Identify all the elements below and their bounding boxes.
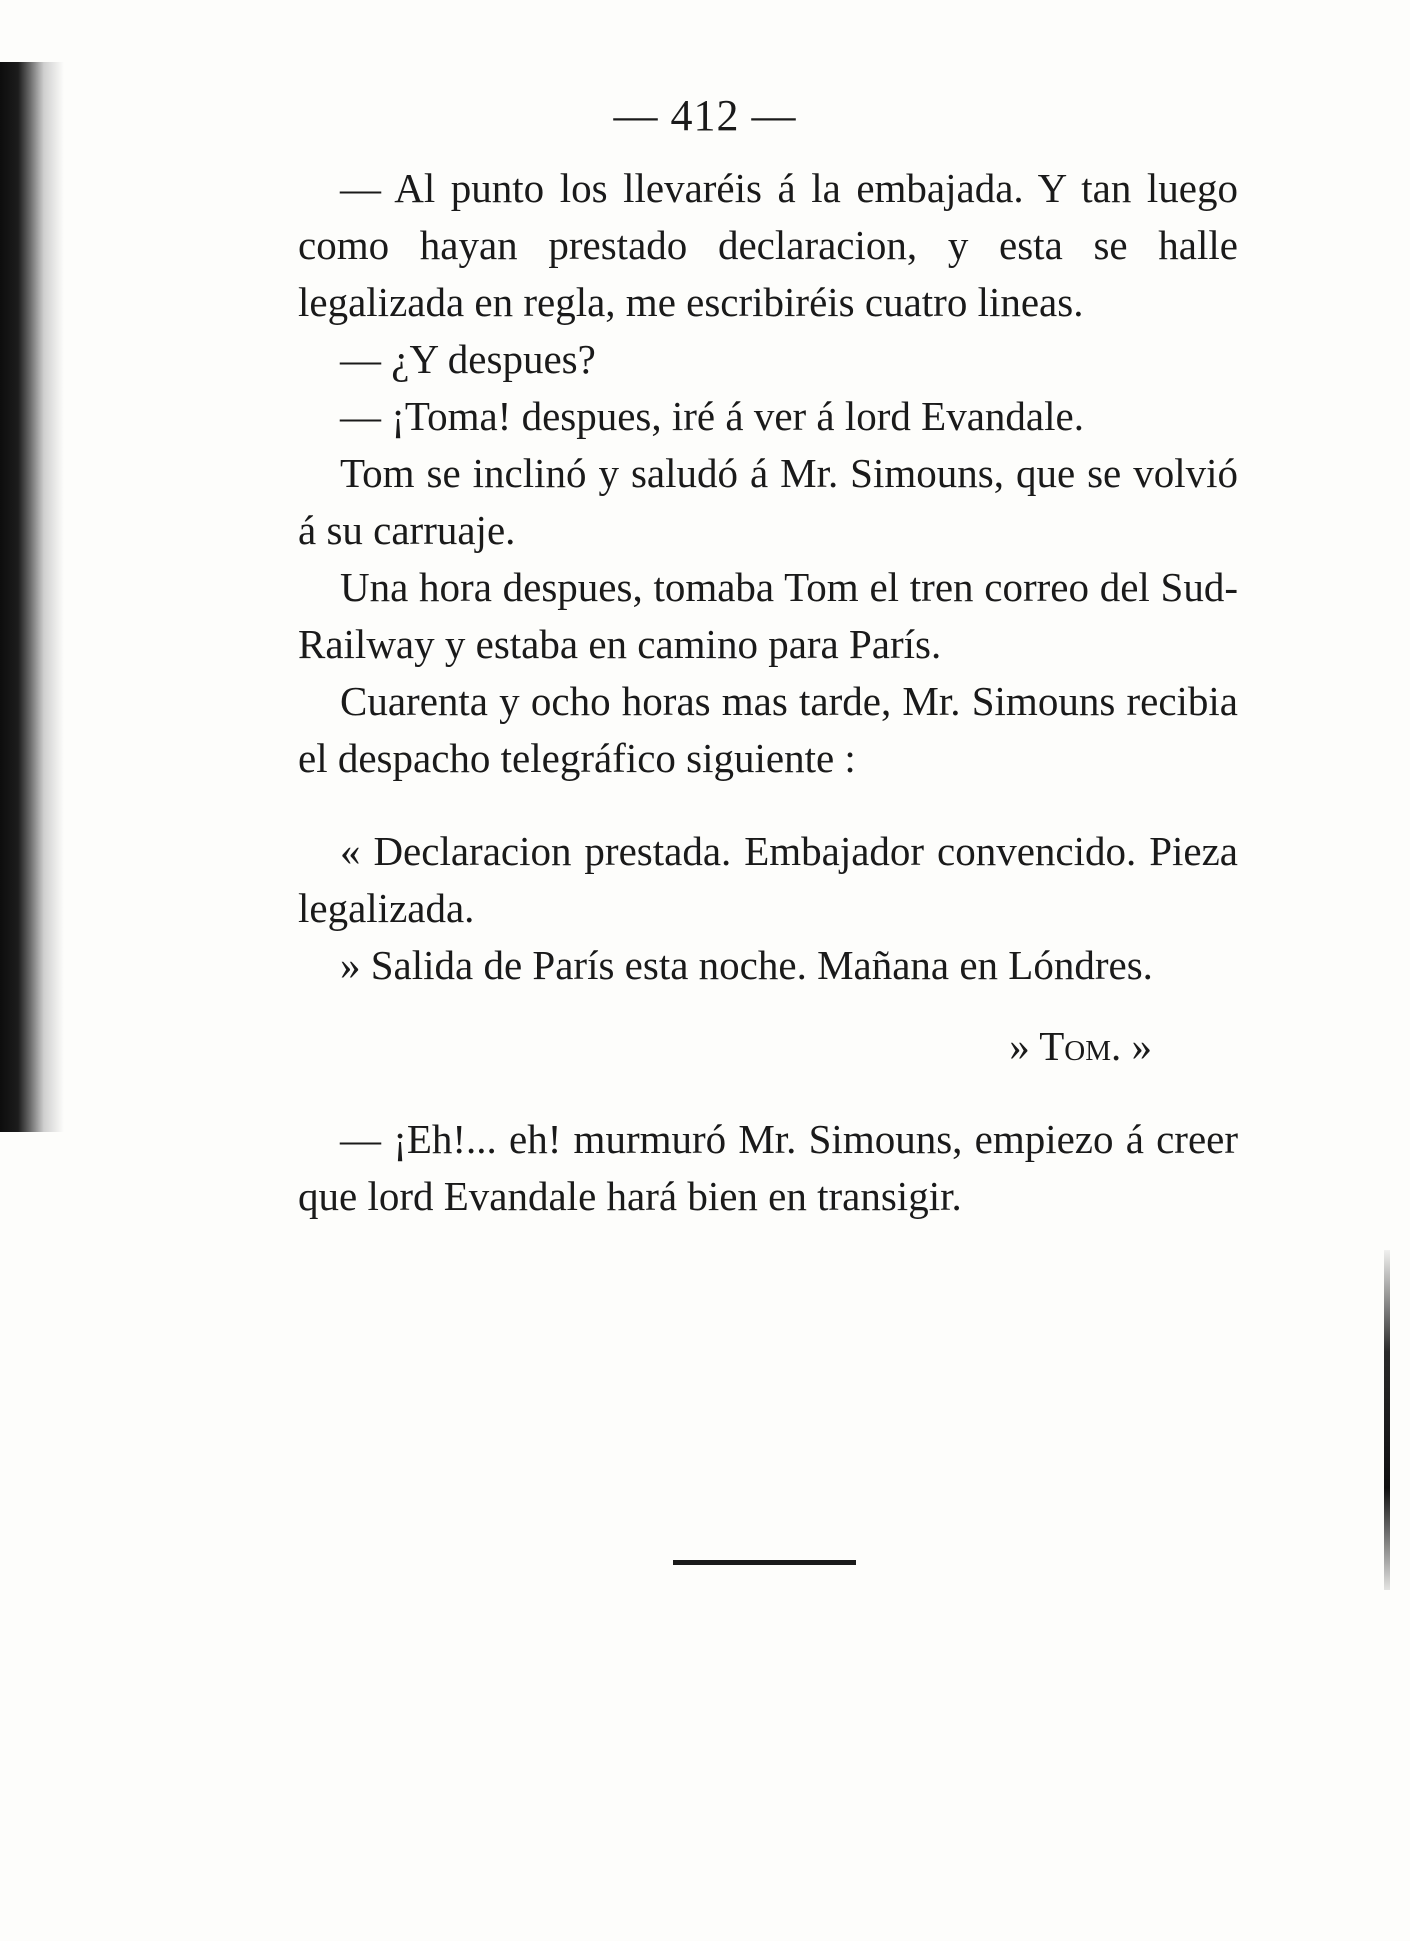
paragraph-1: — Al punto los llevaréis á la embajada. Y tan luego como hayan prestado declaracion, y esta se halle legalizada en regla, me escribiréis cuatro lineas. xyxy=(298,165,1238,325)
paragraph-6: Cuarenta y ocho horas mas tarde, Mr. Simouns recibia el despacho telegráfico siguiente : xyxy=(298,678,1238,781)
telegram-signature: » Tom. » xyxy=(1009,1023,1152,1069)
telegram-line-1: « Declaracion prestada. Embajador convencido. Pieza legalizada. xyxy=(298,828,1238,931)
telegram-line-2: » Salida de París esta noche. Mañana en Lóndres. xyxy=(340,942,1153,988)
page-number: — 412 — xyxy=(613,91,797,140)
binding-shadow-left xyxy=(0,62,64,1132)
body-text xyxy=(298,160,1238,1225)
closing-paragraph: — ¡Eh!... eh! murmuró Mr. Simouns, empiezo á creer que lord Evandale hará bien en transigir. xyxy=(298,1116,1238,1219)
paragraph-3: — ¡Toma! despues, iré á ver á lord Evandale. xyxy=(340,393,1084,439)
paragraph-5: Una hora despues, tomaba Tom el tren correo del Sud-Railway y estaba en camino para París. xyxy=(298,564,1238,667)
paragraph-2: — ¿Y despues? xyxy=(340,336,596,382)
end-rule xyxy=(673,1560,856,1565)
binding-shadow-right xyxy=(1384,1250,1390,1590)
paragraph-4: Tom se inclinó y saludó á Mr. Simouns, que se volvió á su carruaje. xyxy=(298,450,1238,553)
